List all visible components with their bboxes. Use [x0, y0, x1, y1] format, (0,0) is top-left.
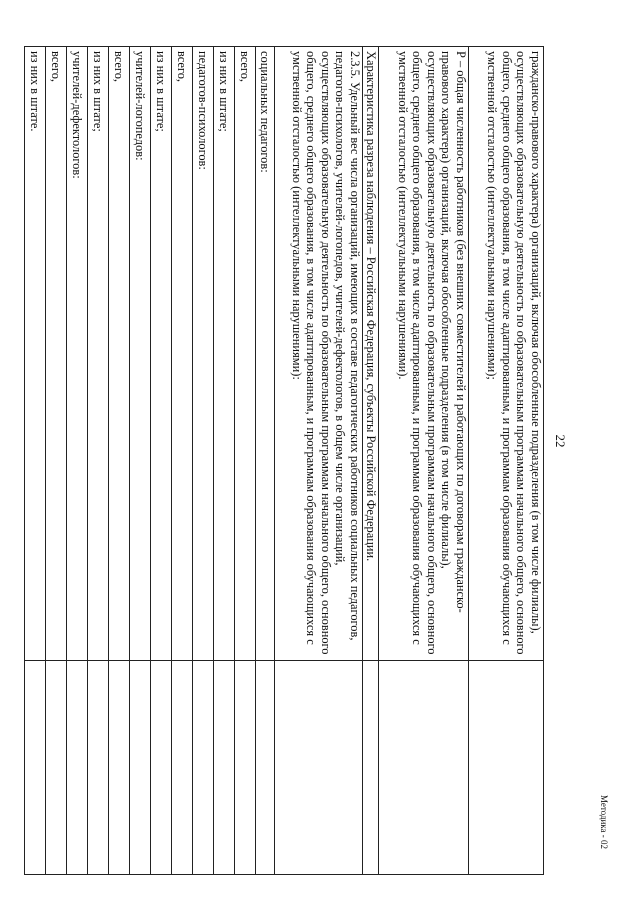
- table-row: [172, 47, 193, 875]
- table-cell-text: из них в штате;: [214, 47, 235, 661]
- table-cell-empty: [256, 661, 275, 875]
- table-row: [67, 47, 88, 875]
- table-cell-text: всего,: [109, 47, 130, 661]
- table-cell-text: всего,: [172, 47, 193, 661]
- table-cell-empty: [363, 661, 379, 875]
- table-cell-text: всего,: [235, 47, 256, 661]
- table-cell-empty: [88, 661, 109, 875]
- table-cell-text: учителей-дефектологов:: [67, 47, 88, 661]
- table-cell-text: всего,: [46, 47, 67, 661]
- table-row: [193, 47, 214, 875]
- table-cell-text: учителей-логопедов:: [130, 47, 151, 661]
- table-row: [235, 47, 256, 875]
- table-cell-empty: [275, 661, 363, 875]
- table-cell-empty: [379, 661, 469, 875]
- table-row: [214, 47, 235, 875]
- table-cell-text: из них в штате.: [25, 47, 46, 661]
- table-cell-empty: [172, 661, 193, 875]
- table-cell-empty: [109, 661, 130, 875]
- table-cell-text: социальных педагогов:: [256, 47, 275, 661]
- table-cell-text: из них в штате;: [151, 47, 172, 661]
- table-cell-empty: [46, 661, 67, 875]
- document-table-sheet: [28, 46, 544, 874]
- table-row: [275, 47, 363, 875]
- table-cell-empty: [151, 661, 172, 875]
- table-row: [256, 47, 275, 875]
- table-row: [46, 47, 67, 875]
- table-row: [469, 47, 544, 875]
- table-row: [88, 47, 109, 875]
- table-row: [25, 47, 46, 875]
- table-cell-empty: [469, 661, 544, 875]
- table-cell-text: гражданско-правового характера) организаций, включая обособленные подразделения (в том числе филиалы), осуществляющих образовательную деятельность по образовательным программам начального общего, основного общего, среднего общего образования, в том числе адаптированным, и программам образования обучающихся с умственной отсталостью (интеллектуальными нарушениями);: [469, 47, 544, 661]
- table-row: [379, 47, 469, 875]
- table-cell-text: Р – общая численность работников (без внешних совместителей и работающих по договорам гражданско-правового характера) организаций, включая обособленные подразделения (в том числе филиалы), осуществляющих образовательную деятельность по образовательным программам начального общего, основного общего, среднего общего образования, в том числе адаптированным, и программам образования обучающихся с умственной отсталостью (интеллектуальными нарушениями).: [379, 47, 469, 661]
- table-row: [109, 47, 130, 875]
- footer-mark: Методика - 02: [599, 794, 609, 850]
- table-cell-empty: [130, 661, 151, 875]
- table-cell-text: педагогов-психологов:: [193, 47, 214, 661]
- table-cell-empty: [25, 661, 46, 875]
- table-cell-text: 2.3.5. Удельный вес числа организаций, имеющих в составе педагогических работников социальных педагогов, педагогов-психологов, учителей-логопедов, учителей-дефектологов, в общем числе организаций, осуществляющих образовательную деятельность по образовательным программам начального общего, основного общего, среднего общего образования, в том числе адаптированным, и программам образования обучающихся с умственной отсталостью (интеллектуальными нарушениями):: [275, 47, 363, 661]
- table-row: [130, 47, 151, 875]
- page-number: 22: [553, 434, 568, 448]
- table-cell-text: Характеристика разреза наблюдения – Российская Федерация, субъекты Российской Федерации.: [363, 47, 379, 661]
- table-cell-empty: [67, 661, 88, 875]
- table-row: [151, 47, 172, 875]
- table-row: [363, 47, 379, 875]
- table-cell-empty: [193, 661, 214, 875]
- table-cell-empty: [235, 661, 256, 875]
- table-cell-empty: [214, 661, 235, 875]
- indicator-table: [24, 46, 544, 875]
- table-cell-text: из них в штате;: [88, 47, 109, 661]
